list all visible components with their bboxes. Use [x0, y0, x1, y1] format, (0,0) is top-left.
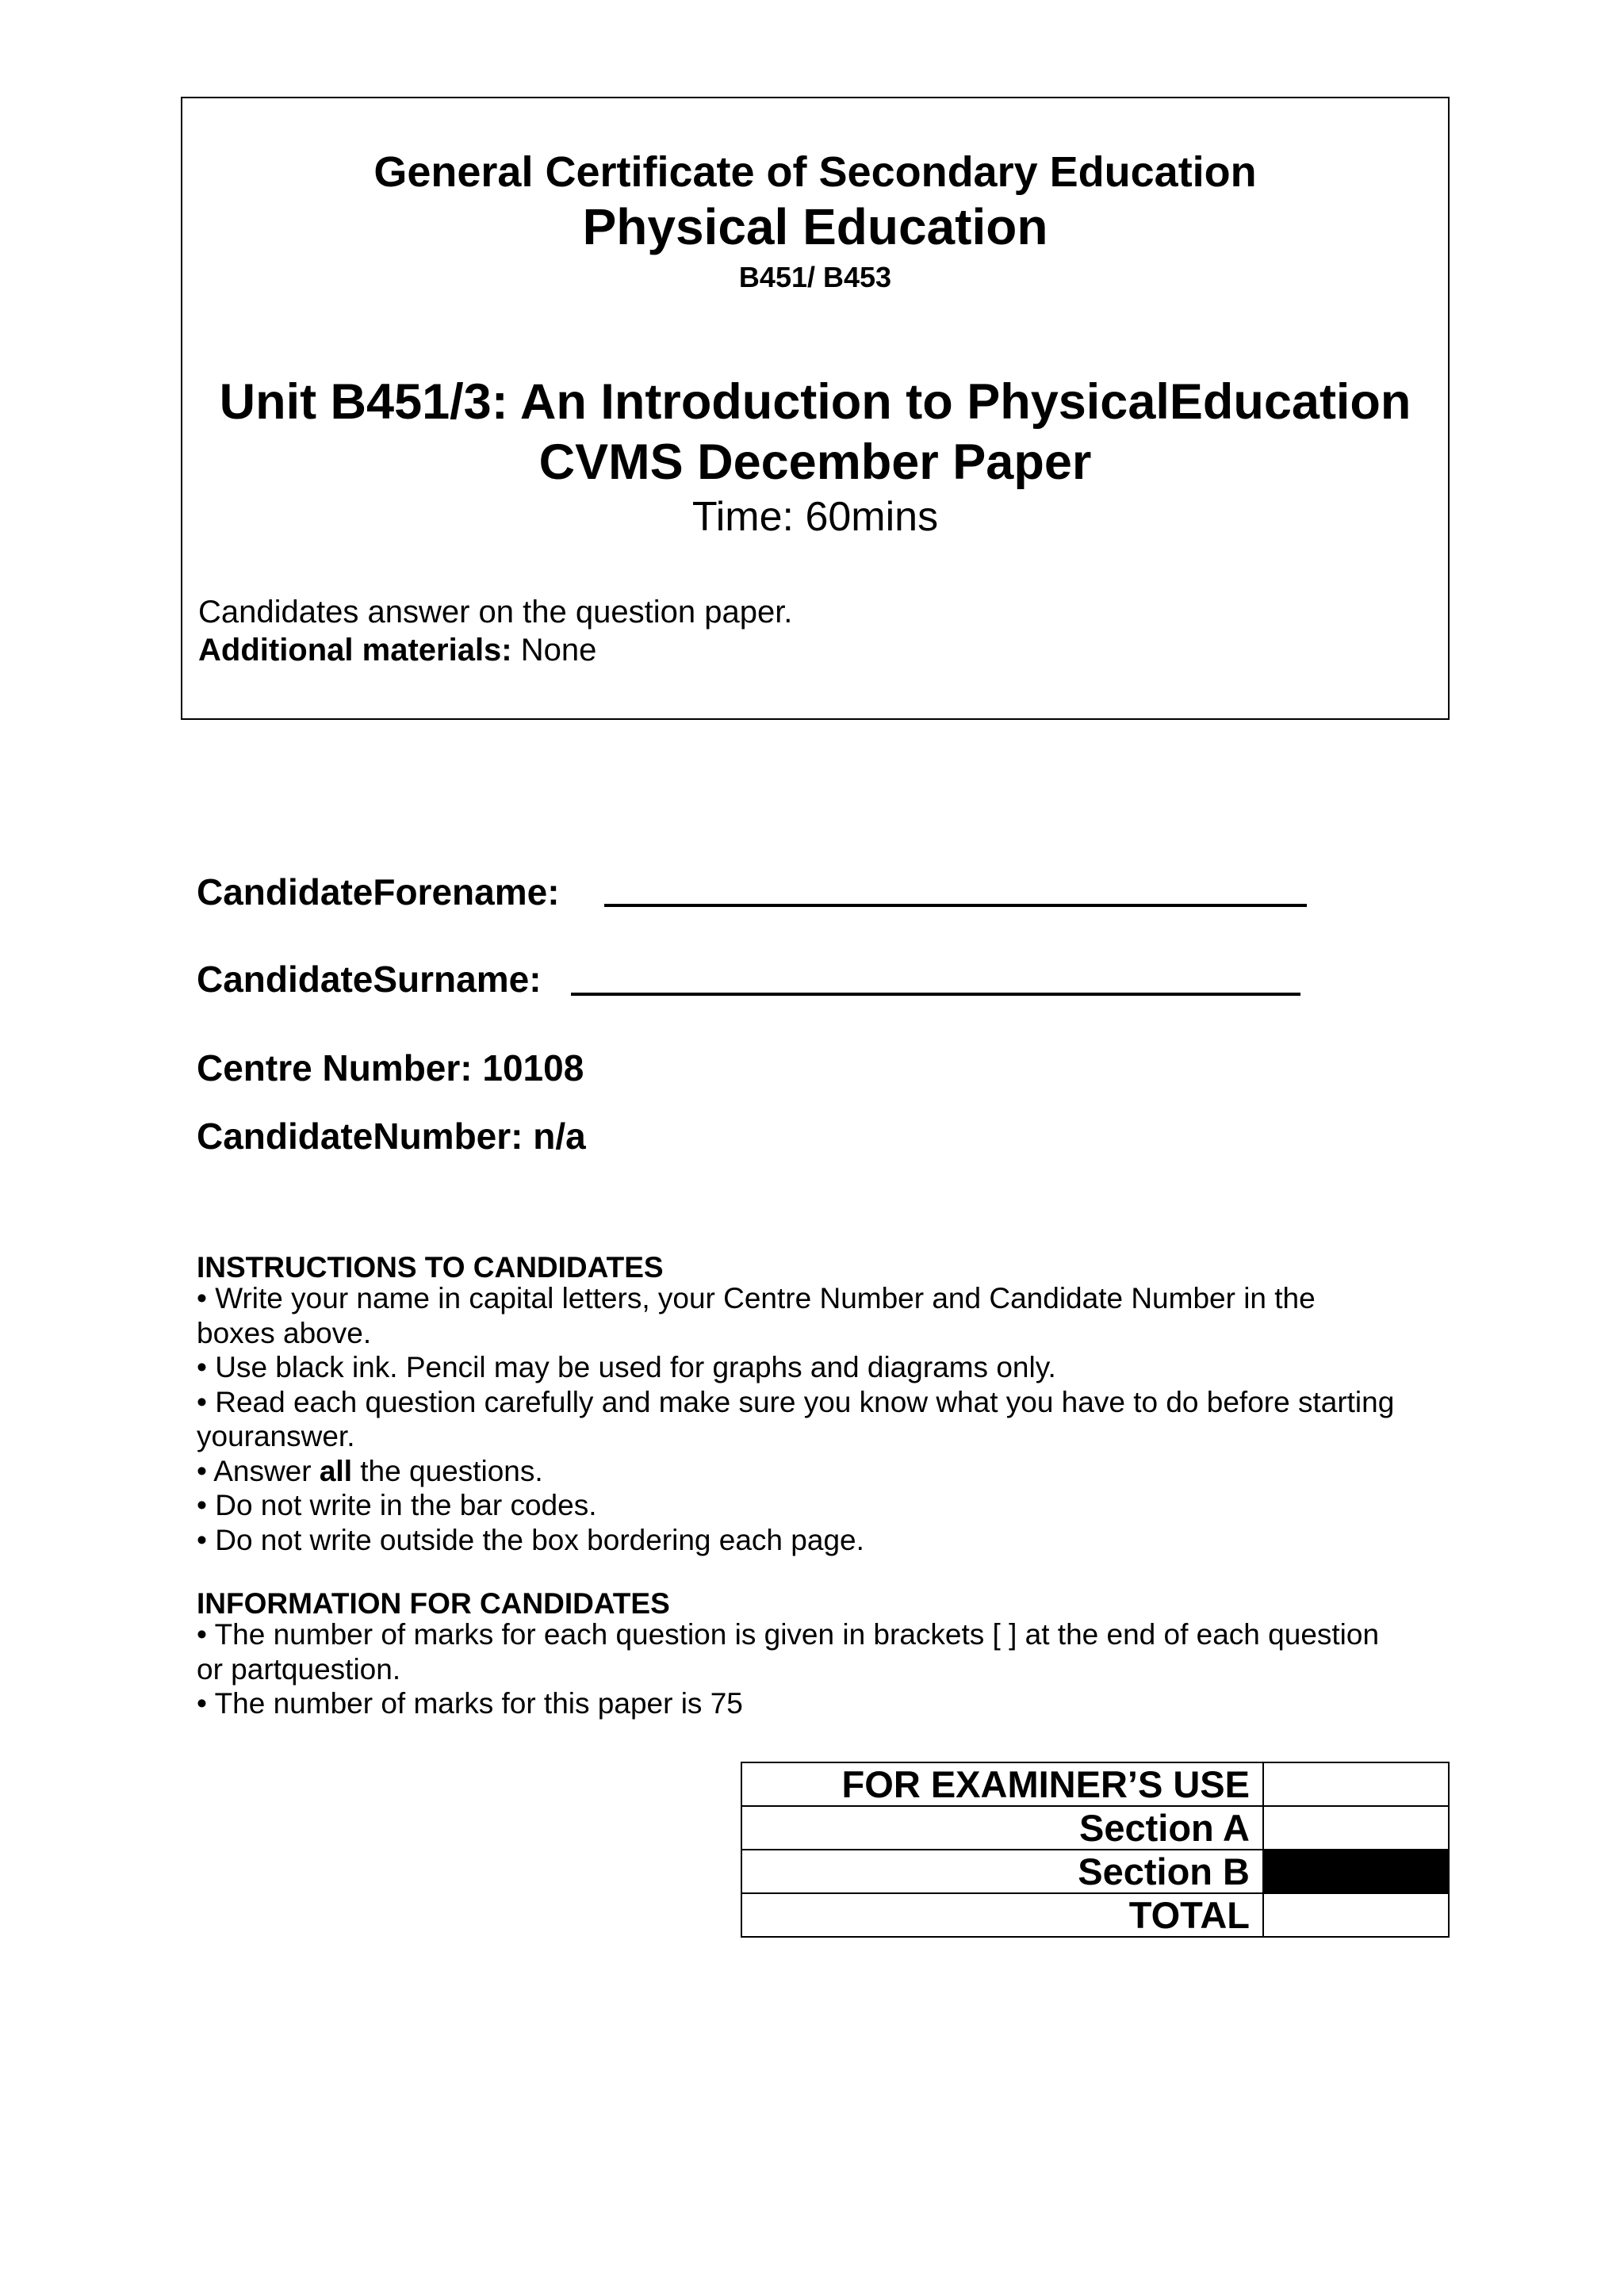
answer-all-pre: • Answer [197, 1454, 320, 1487]
paper-title: CVMS December Paper [538, 434, 1092, 490]
instruction-line: boxes above. [197, 1316, 372, 1349]
forename-field[interactable] [604, 904, 1307, 907]
answer-all-bold: all [319, 1454, 352, 1487]
answer-all-post: the questions. [352, 1454, 543, 1487]
examiner-mark-cell[interactable] [1263, 1893, 1449, 1937]
examiner-use-table [741, 1762, 1450, 1938]
answer-note: Candidates answer on the question paper. [198, 595, 793, 629]
examiner-row [741, 1850, 1449, 1893]
forename-label: CandidateForename: [197, 871, 560, 913]
materials-value: None [511, 633, 597, 668]
information-heading: INFORMATION FOR CANDIDATES [197, 1587, 670, 1620]
examiner-row-label: FOR EXAMINER’S USE [741, 1762, 1263, 1806]
additional-materials [198, 634, 596, 666]
unit-title: Unit B451/3: An Introduction to PhysicalEducation [219, 374, 1411, 430]
surname-label: CandidateSurname: [197, 959, 542, 1000]
examiner-mark-cell-shaded [1263, 1850, 1449, 1893]
instruction-line: • Do not write outside the box bordering each page. [197, 1523, 864, 1556]
header-box [181, 97, 1450, 720]
instructions-heading: INSTRUCTIONS TO CANDIDATES [197, 1251, 664, 1284]
information-line: or partquestion. [197, 1652, 401, 1686]
instruction-line: • Write your name in capital letters, your Centre Number and Candidate Number in the [197, 1282, 1316, 1314]
certificate-title: General Certificate of Secondary Education [373, 148, 1257, 196]
candidate-number: CandidateNumber: n/a [197, 1115, 586, 1157]
examiner-row-label: Section A [741, 1806, 1263, 1850]
materials-label: Additional materials: [198, 633, 512, 668]
examiner-row [741, 1893, 1449, 1937]
subject-title: Physical Education [582, 198, 1048, 255]
information-line: • The number of marks for this paper is 75 [197, 1687, 743, 1720]
instruction-line: • Do not write in the bar codes. [197, 1489, 597, 1521]
information-list [197, 1617, 1450, 1721]
instruction-line: youranswer. [197, 1420, 355, 1452]
examiner-row [741, 1806, 1449, 1850]
paper-codes: B451/ B453 [738, 261, 892, 293]
examiner-mark-cell[interactable] [1263, 1806, 1449, 1850]
examiner-row-label: TOTAL [741, 1893, 1263, 1937]
instruction-line: • Read each question carefully and make sure you know what you have to do before starting [197, 1385, 1395, 1418]
time-allowed: Time: 60mins [691, 494, 939, 540]
centre-number: Centre Number: 10108 [197, 1047, 584, 1089]
examiner-row-label: Section B [741, 1850, 1263, 1893]
instructions-list [197, 1281, 1450, 1557]
instruction-line-answer-all [197, 1454, 1450, 1489]
examiner-row [741, 1762, 1449, 1806]
instruction-line: • Use black ink. Pencil may be used for graphs and diagrams only. [197, 1351, 1056, 1383]
information-line: • The number of marks for each question is given in brackets [ ] at the end of each question [197, 1618, 1380, 1651]
surname-field[interactable] [571, 993, 1300, 996]
examiner-mark-cell[interactable] [1263, 1762, 1449, 1806]
